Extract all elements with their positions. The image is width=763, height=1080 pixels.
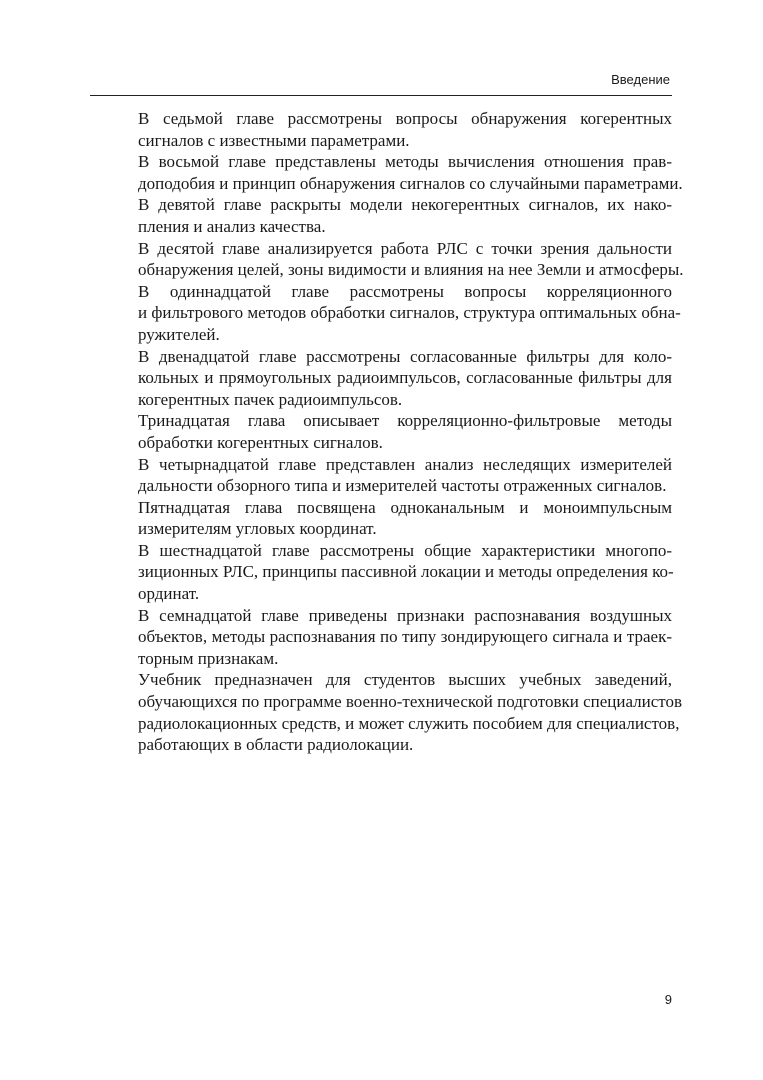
text-line: когерентных пачек радиоимпульсов. xyxy=(138,389,403,409)
paragraph-chapter-14 xyxy=(90,454,672,497)
text-line: объектов, методы распознавания по типу зондирующего сигнала и траек- xyxy=(138,627,672,647)
text-line: сигналов с известными параметрами. xyxy=(138,130,410,150)
text-line: обучающихся по программе военно-технической подготовки специалистов xyxy=(138,692,683,712)
text-line: кольных и прямоугольных радиоимпульсов, согласованные фильтры для xyxy=(138,368,672,388)
paragraph-chapter-11 xyxy=(90,281,681,346)
text-line: В восьмой главе представлены методы вычисления отношения прав- xyxy=(138,152,672,172)
text-line: В двенадцатой главе рассмотрены согласованные фильтры для коло- xyxy=(138,346,672,366)
text-line: радиолокационных средств, и может служить пособием для специалистов, xyxy=(138,713,680,733)
paragraph-chapter-7 xyxy=(90,108,672,151)
text-line: торным признакам. xyxy=(138,648,279,668)
paragraph-chapter-8 xyxy=(90,151,683,194)
text-line: Тринадцатая глава описывает корреляционно-фильтровые методы xyxy=(138,411,672,431)
text-line: дальности обзорного типа и измерителей частоты отраженных сигналов. xyxy=(138,476,667,496)
text-line: В десятой главе анализируется работа РЛС с точки зрения дальности xyxy=(138,238,672,258)
text-line: В седьмой главе рассмотрены вопросы обнаружения когерентных xyxy=(138,109,672,128)
paragraph-chapter-10 xyxy=(90,238,684,281)
text-line: ружителей. xyxy=(138,324,220,344)
text-line: обработки когерентных сигналов. xyxy=(138,432,383,452)
text-line: пления и анализ качества. xyxy=(138,216,326,236)
text-line: работающих в области радиолокации. xyxy=(138,735,414,755)
text-line: В семнадцатой главе приведены признаки распознавания воздушных xyxy=(138,605,672,625)
text-line: и фильтрового методов обработки сигналов, структура оптимальных обна- xyxy=(138,303,681,323)
page-number: 9 xyxy=(664,992,672,1007)
paragraph-chapter-9 xyxy=(90,194,672,237)
paragraph-chapter-16 xyxy=(90,540,672,605)
text-line: В одиннадцатой главе рассмотрены вопросы корреляционного xyxy=(138,281,672,301)
header-rule xyxy=(90,95,672,96)
text-line: В шестнадцатой главе рассмотрены общие характеристики многопо- xyxy=(138,540,672,560)
paragraph-chapter-13 xyxy=(90,410,672,453)
text-line: обнаружения целей, зоны видимости и влияния на нее Земли и атмосферы. xyxy=(138,260,684,280)
paragraph-chapter-17 xyxy=(90,605,672,670)
text-line: Учебник предназначен для студентов высших учебных заведений, xyxy=(138,670,672,690)
paragraph-audience xyxy=(90,669,683,755)
text-line: В девятой главе раскрыты модели некогерентных сигналов, их нако- xyxy=(138,195,672,215)
paragraph-chapter-15 xyxy=(90,497,672,540)
body-text xyxy=(90,108,684,756)
text-line: зиционных РЛС, принципы пассивной локации и методы определения ко- xyxy=(138,562,674,582)
text-line: Пятнадцатая глава посвящена одноканальным и моноимпульсным xyxy=(138,497,672,517)
text-line: измерителям угловых координат. xyxy=(138,519,377,539)
text-line: ординат. xyxy=(138,584,200,604)
text-line: В четырнадцатой главе представлен анализ неследящих измерителей xyxy=(138,454,672,474)
paragraph-chapter-12 xyxy=(90,346,672,411)
text-line: доподобия и принцип обнаружения сигналов со случайными параметрами. xyxy=(138,173,683,193)
running-head: Введение xyxy=(611,72,670,87)
